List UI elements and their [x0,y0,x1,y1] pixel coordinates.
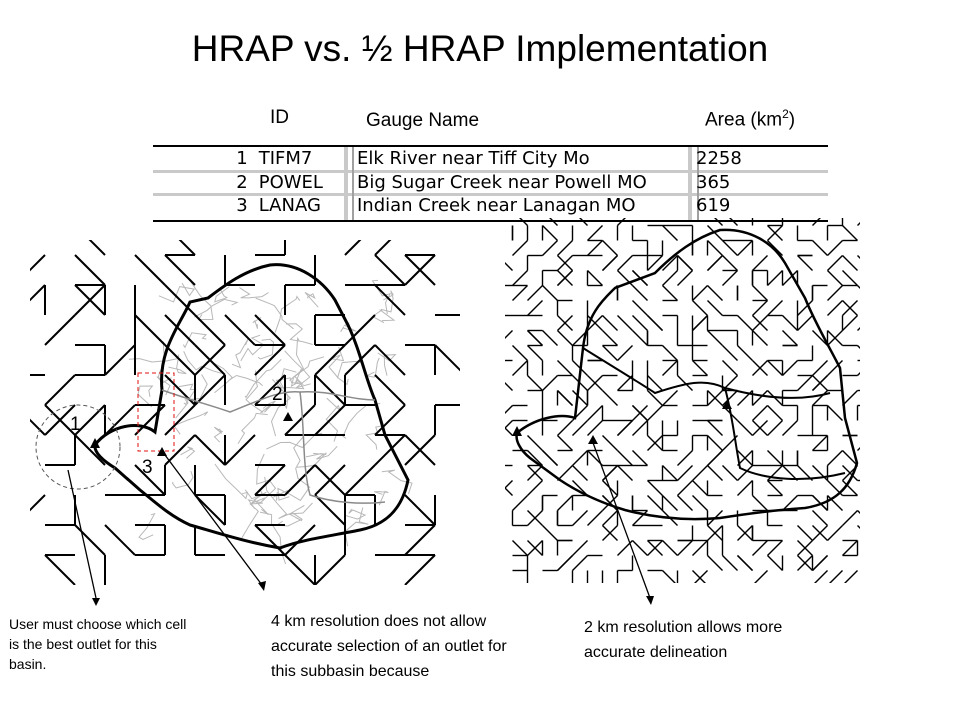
table-row-id: 2 POWEL [236,173,323,193]
header-gauge-name: Gauge Name [366,110,480,131]
arrow-to-outlet-right [592,440,650,598]
header-area: Area $(km^2)$ [705,107,796,131]
table-row-area: 2258 [696,149,742,169]
note-right: 2 km resolution allows more accurate delineation [584,619,783,661]
header-id: ID [270,107,289,128]
arrowhead [646,596,654,605]
note-middle: 4 km resolution does not allow accurate selection of an outlet for this subbasin because [271,613,507,680]
arrow-to-outlet-3 [165,455,262,585]
gauge-label-1: 1 [70,414,81,435]
note-left: User must choose which cell is the best outlet for this basin. [9,616,187,672]
arrow-to-outlet-1 [68,470,96,598]
table-row-name: Big Sugar Creek near Powell MO [357,173,647,193]
table-row-id: 1 TIFM7 [236,149,313,169]
arrowhead [258,581,266,591]
gauge-label-3: 3 [142,457,153,478]
table-row-name: Indian Creek near Lanagan MO [357,196,636,216]
table-row-area: 365 [696,173,731,193]
gauge-label-2: 2 [272,384,283,405]
table-row-name: Elk River near Tiff City Mo [357,149,590,169]
page-title: HRAP vs. ½ HRAP Implementation [191,28,769,69]
arrowhead [92,598,100,606]
table-row-id: 3 LANAG [236,196,321,216]
table-row-area: 619 [696,196,731,216]
